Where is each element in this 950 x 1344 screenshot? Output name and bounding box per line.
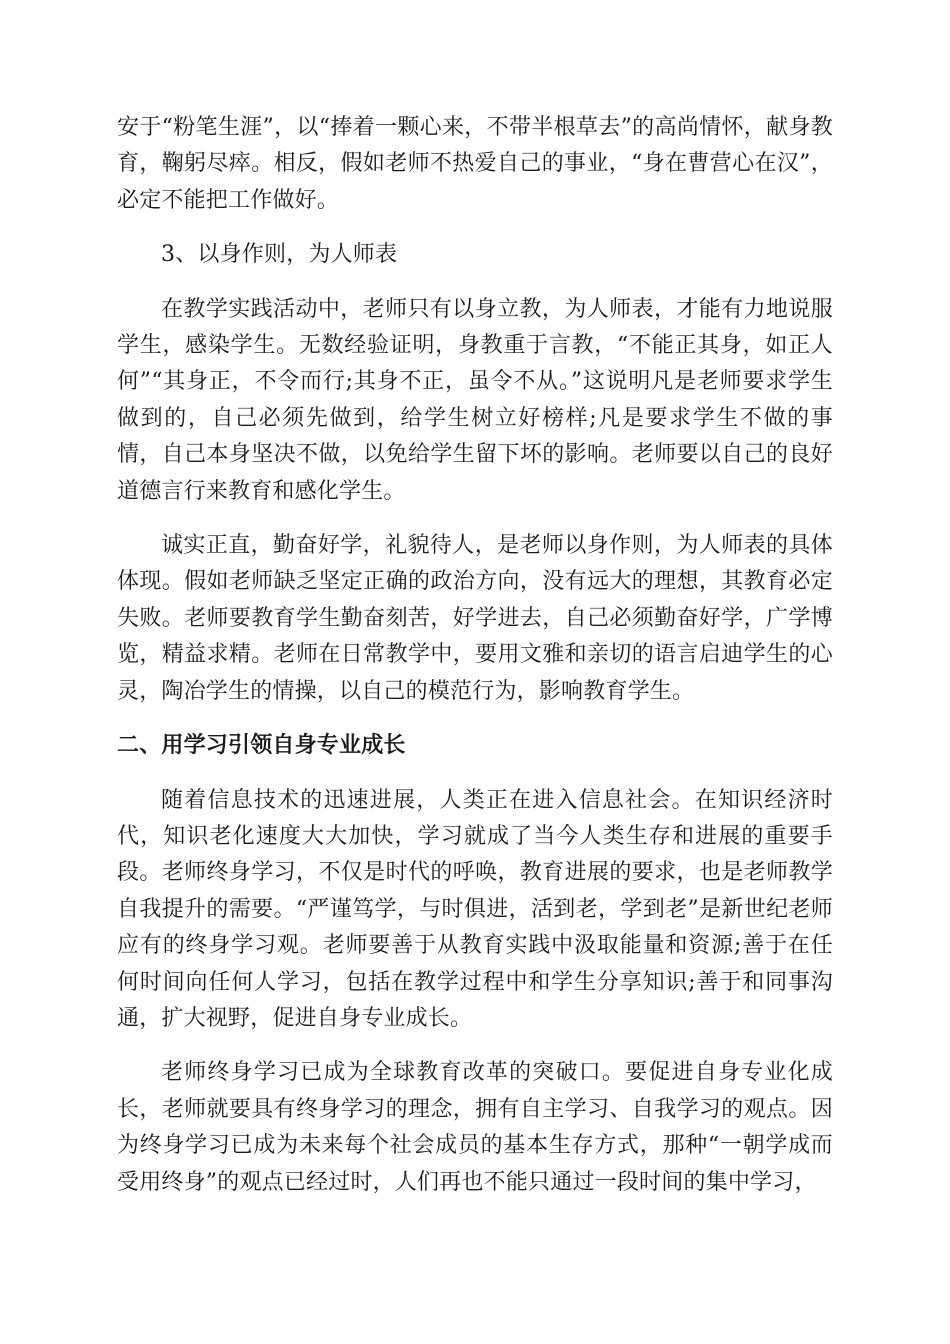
paragraph: 老师终身学习已成为全球教育改革的突破口。要促进自身专业化成长，老师就要具有终身学习的理念，拥有自主学习、自我学习的观点。因为终身学习已成为未来每个社会成员的基本生存方式，那种“一朝学成而受用终身”的观点已经过时，人们再也不能只通过一段时间的集中学习， (117, 1060, 833, 1195)
paragraph: 在教学实践活动中，老师只有以身立教，为人师表，才能有力地说服学生，感染学生。无数经验证明，身教重于言教，“不能正其身，如正人何”“其身正，不令而行;其身不正，虽令不从。”这说明凡是老师要求学生做到的，自己必须先做到，给学生树立好榜样;凡是要求学生不做的事情，自己本身坚决不做，以免给学生留下坏的影响。老师要以自己的良好道德言行来教育和感化学生。 (117, 296, 833, 504)
section-heading-learning: 二、用学习引领自身专业成长 (117, 733, 406, 759)
paragraph: 诚实正直，勤奋好学，礼貌待人，是老师以身作则，为人师表的具体体现。假如老师缺乏坚定正确的政治方向，没有远大的理想，其教育必定失败。老师要教育学生勤奋刻苦，好学进去，自己必须勤奋好学，广学博览，精益求精。老师在日常教学中，要用文雅和亲切的语言启迪学生的心灵，陶冶学生的情操，以自己的模范行为，影响教育学生。 (117, 533, 833, 704)
document-page (117, 110, 833, 1219)
paragraph: 随着信息技术的迅速进展，人类正在进入信息社会。在知识经济时代，知识老化速度大大加快，学习就成了当今人类生存和进展的重要手段。老师终身学习，不仅是时代的呼唤，教育进展的要求，也是老师教学自我提升的需要。“严谨笃学，与时俱进，活到老，学到老”是新世纪老师应有的终身学习观。老师要善于从教育实践中汲取能量和资源;善于在任何时间向任何人学习，包括在教学过程中和学生分享知识;善于和同事沟通，扩大视野，促进自身专业成长。 (117, 787, 833, 1031)
paragraph-continued: 安于“粉笔生涯”，以“捧着一颗心来，不带半根草去”的高尚情怀，献身教育，鞠躬尽瘁。相反，假如老师不热爱自己的事业，“身在曹营心在汉”，必定不能把工作做好。 (117, 115, 833, 213)
subheading-lead-by-example: 3、以身作则，为人师表 (161, 242, 398, 268)
